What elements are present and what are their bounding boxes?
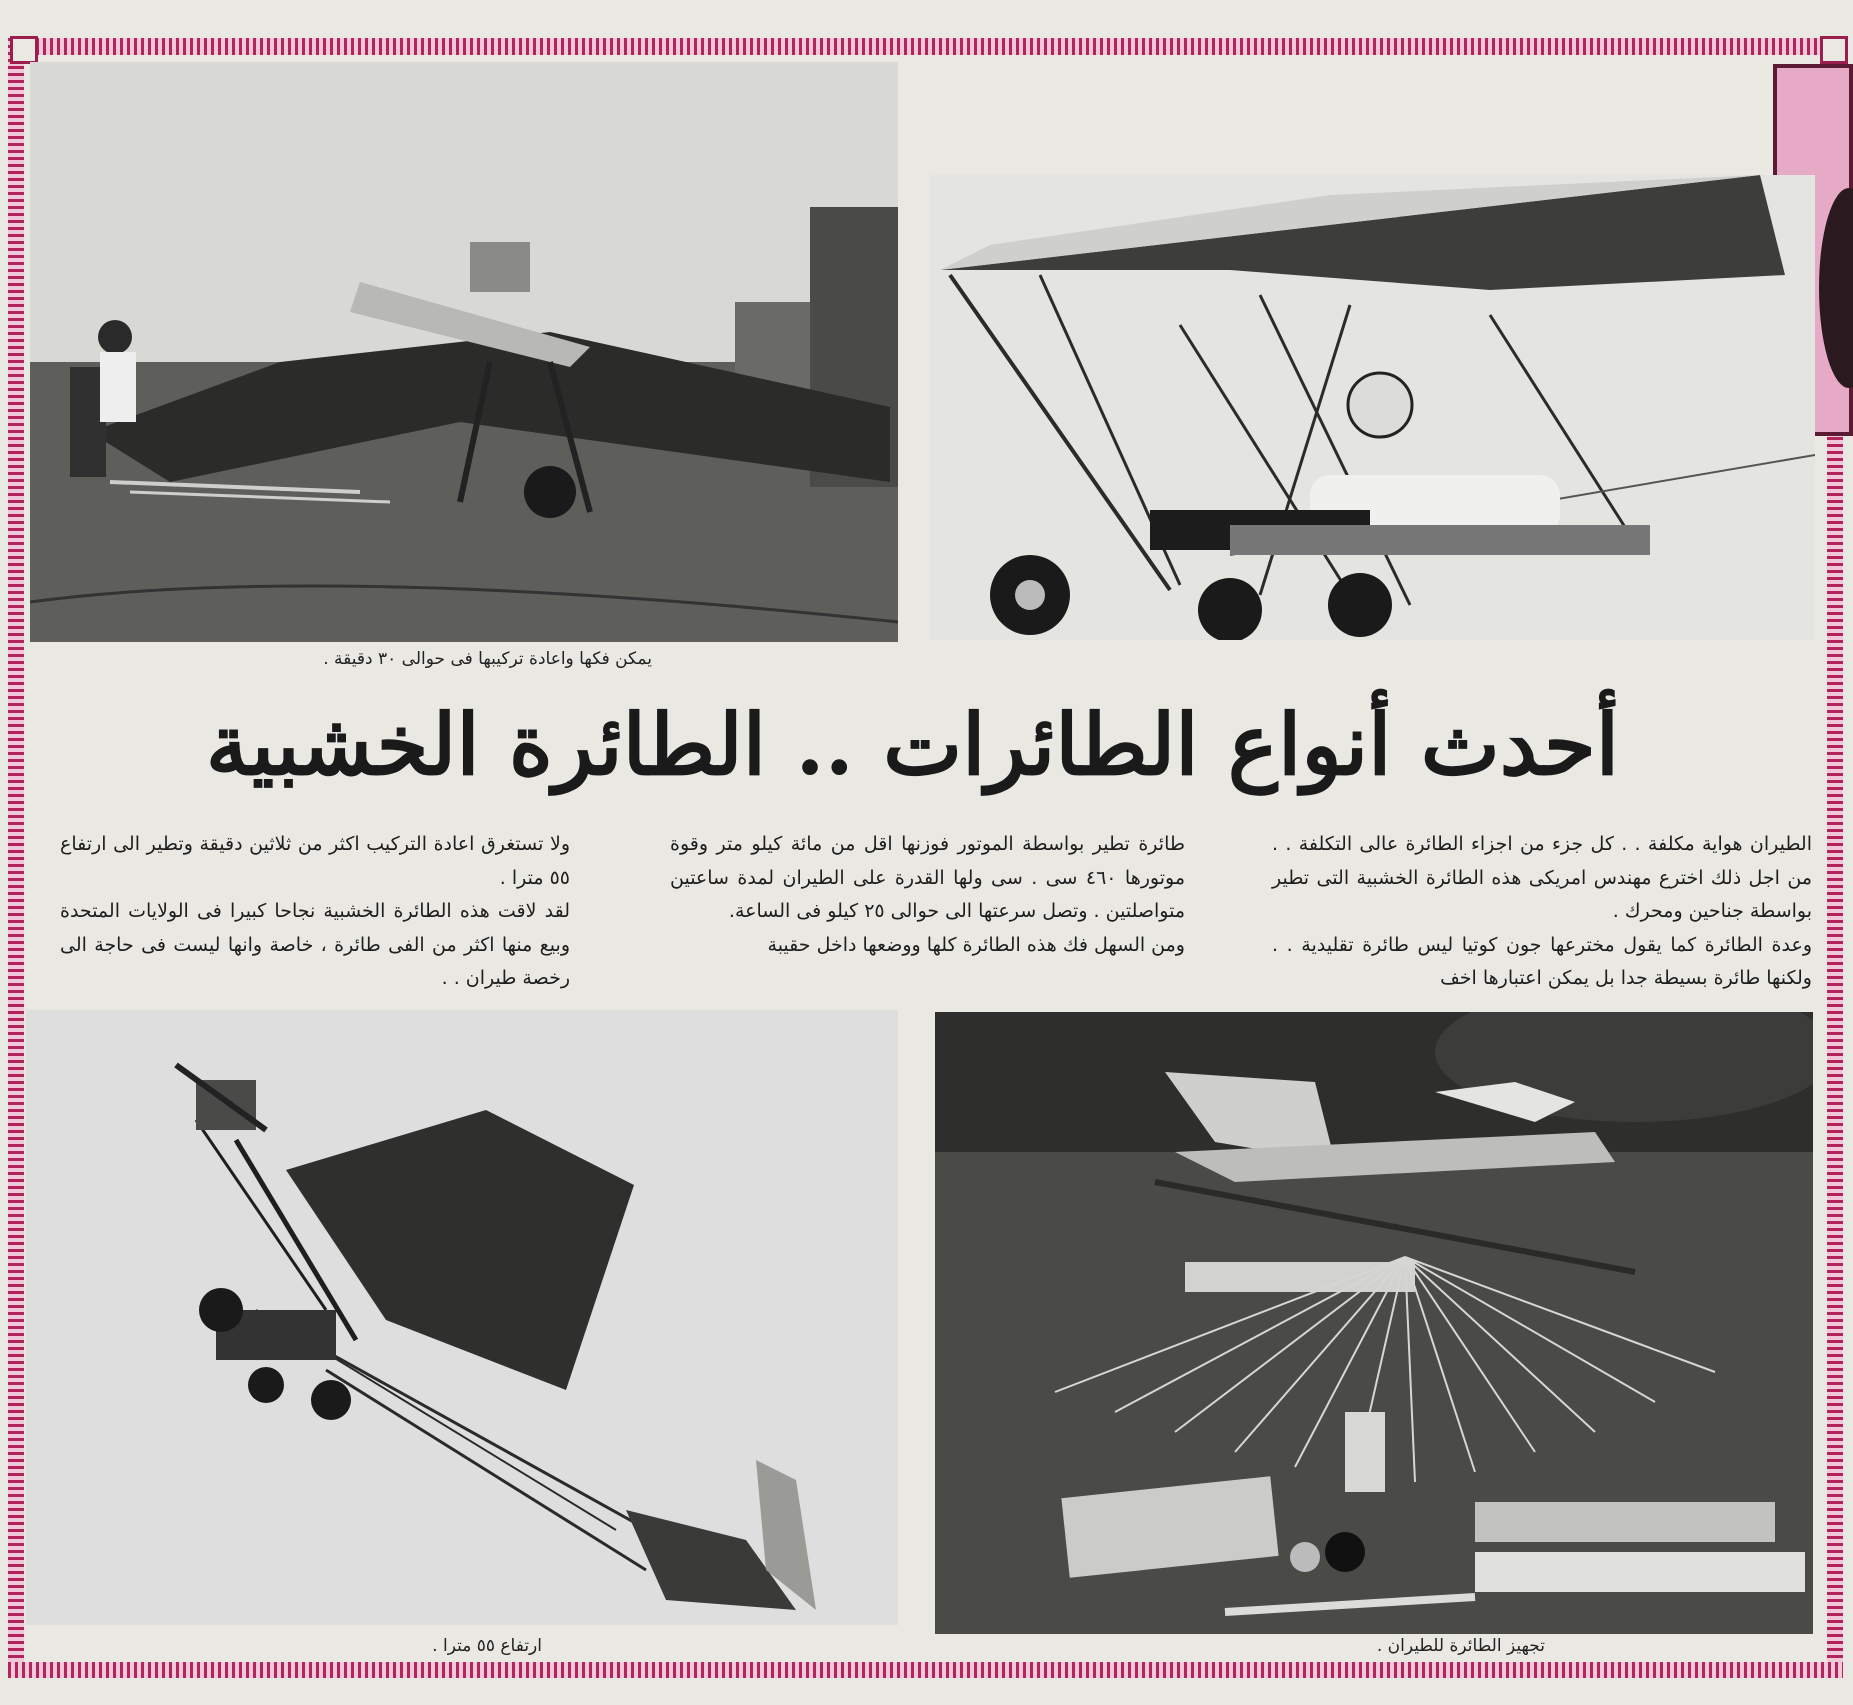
article-column-left <box>60 828 570 996</box>
caption-altitude: ارتفاع ٥٥ مترا . <box>432 1636 542 1656</box>
paragraph: ومن السهل فك هذه الطائرة كلها ووضعها داخل حقيبة <box>767 933 1185 956</box>
photo-assembly <box>30 62 898 642</box>
article-column-middle <box>670 828 1185 962</box>
caption-assembly: يمكن فكها واعادة تركيبها فى حوالى ٣٠ دقيقة . <box>323 649 652 669</box>
photo-altitude-flight <box>26 1010 898 1625</box>
photo-pilot-flight <box>930 175 1815 640</box>
paragraph: طائرة تطير بواسطة الموتور فوزنها اقل من مائة كيلو متر وقوة موتورها ٤٦٠ سى . سى ولها القدرة على الطيران لمدة ساعتين متواصلتين . وتصل سرعتها الى حوالى ٢٥ كيلو فى الساعة. <box>670 833 1185 922</box>
page-headline: أحدث أنواع الطائرات .. الطائرة الخشبية <box>205 695 1620 794</box>
paragraph: الطيران هواية مكلفة . . كل جزء من اجزاء الطائرة عالى التكلفة . . من اجل ذلك اخترع مهندس امريكى هذه الطائرة الخشبية التى تطير بواسطة جناحين ومحرك . <box>1272 833 1812 922</box>
border-corner-ornament <box>1820 36 1848 64</box>
caption-preparation: تجهيز الطائرة للطيران . <box>1376 1636 1545 1656</box>
border-top <box>8 38 1843 55</box>
article-column-right <box>1272 828 1812 996</box>
paragraph: وعدة الطائرة كما يقول مخترعها جون كوتيا ليس طائرة تقليدية . . ولكنها طائرة بسيطة جدا بل يمكن اعتبارها اخف <box>1272 933 1812 989</box>
border-left <box>8 38 24 1678</box>
photo-parts-on-grass <box>935 1012 1813 1634</box>
paragraph: لقد لاقت هذه الطائرة الخشبية نجاحا كبيرا فى الولايات المتحدة وبيع منها اكثر من الفى طائرة ، خاصة وانها ليست فى حاجة الى رخصة طيران . . <box>60 900 570 989</box>
border-bottom <box>8 1662 1843 1678</box>
border-corner-ornament <box>10 36 38 64</box>
paragraph: ولا تستغرق اعادة التركيب اكثر من ثلاثين دقيقة وتطير الى ارتفاع ٥٥ مترا . <box>60 833 570 889</box>
